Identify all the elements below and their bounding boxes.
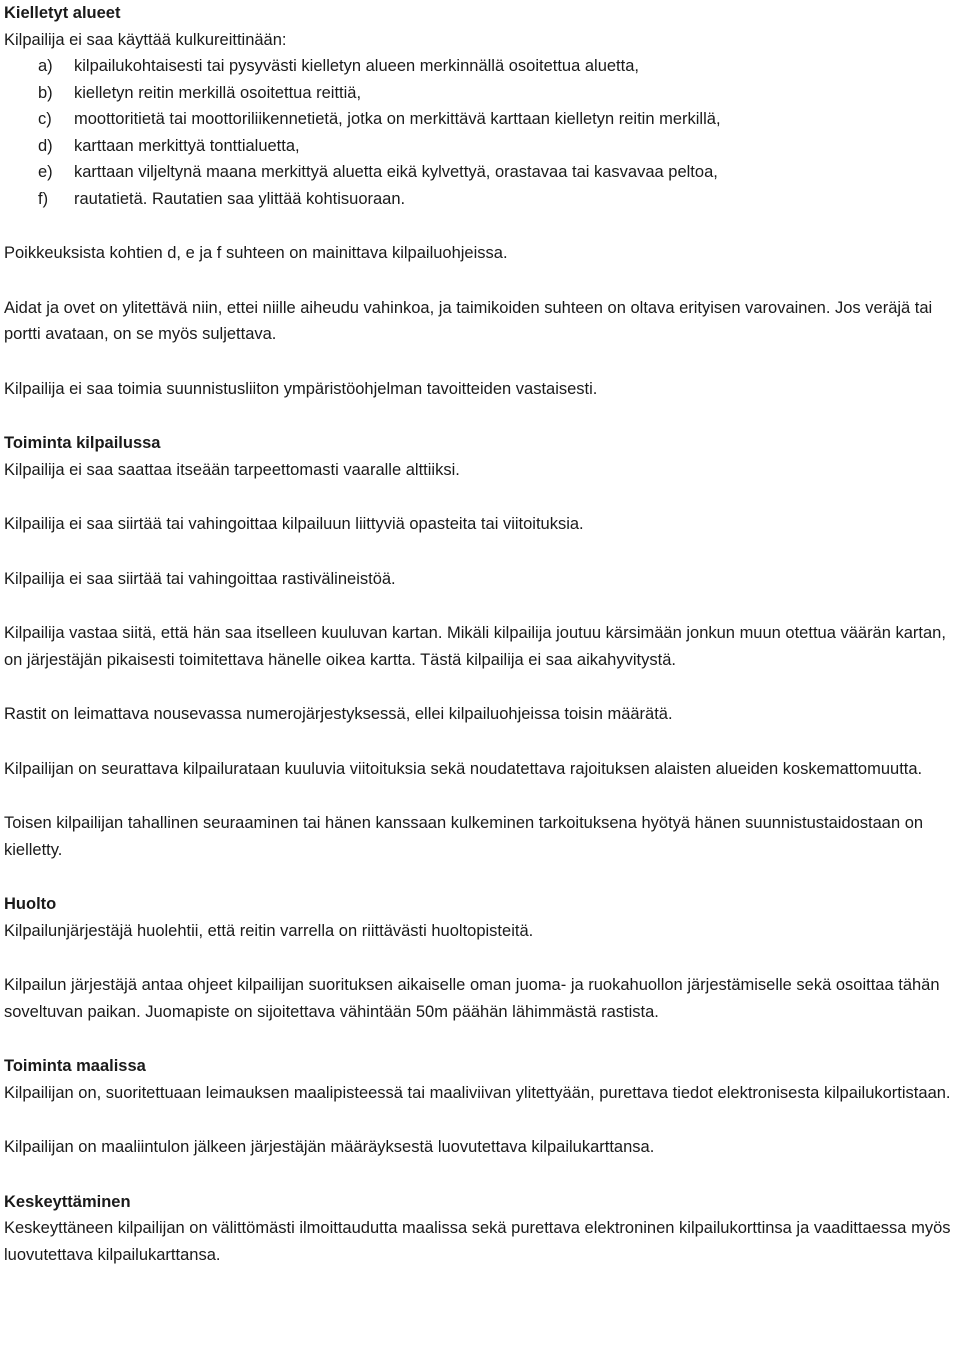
section-kielletyt-alueet [4, 0, 954, 402]
paragraph: Aidat ja ovet on ylitettävä niin, ettei niille aiheudu vahinkoa, ja taimikoiden suhteen on oltava erityisen varovainen. Jos veräjä tai portti avataan, on se myös suljettava. [4, 298, 933, 343]
list-item-text: kielletyn reitin merkillä osoitettua reittiä, [74, 83, 362, 102]
paragraph: Kilpailunjärjestäjä huolehtii, että reitin varrella on riittävästi huoltopisteitä. [4, 921, 534, 940]
list-item-text: moottoritietä tai moottoriliikennetietä, jotka on merkittävä karttaan kielletyn reitin merkillä, [74, 110, 721, 128]
list-item-text: karttaan viljeltynä maana merkittyä aluetta eikä kylvettyä, orastavaa tai kasvavaa peltoa, [74, 163, 718, 181]
section-toiminta-maalissa [4, 1053, 954, 1161]
list-marker: b) [38, 83, 53, 102]
paragraph: Rastit on leimattava nousevassa numerojärjestyksessä, ellei kilpailuohjeissa toisin määrätä. [4, 705, 673, 723]
paragraph: Poikkeuksista kohtien d, e ja f suhteen on mainittava kilpailuohjeissa. [4, 244, 508, 262]
list-item [38, 80, 954, 107]
list-marker: d) [38, 136, 53, 155]
paragraph: Kilpailijan on seurattava kilpailurataan kuuluvia viitoituksia sekä noudatettava rajoituksen alaisten alueiden koskemattomuutta. [4, 759, 923, 778]
list-marker: a) [38, 57, 53, 75]
list-item [38, 186, 954, 213]
paragraph: Kilpailija ei saa siirtää tai vahingoittaa rastivälineistöä. [4, 569, 396, 588]
list-marker: f) [38, 189, 49, 208]
section-toiminta-kilpailussa [4, 430, 954, 863]
section-keskeyttaminen [4, 1189, 954, 1269]
paragraph: Kilpailun järjestäjä antaa ohjeet kilpailijan suorituksen aikaiselle oman juoma- ja ruokahuollon järjestämiselle sekä osoittaa tähän soveltuvan paikan. Juomapiste on sijoitettava vähintään 50m päähän lähimmästä rastista. [4, 976, 940, 1021]
section-title: Toiminta maalissa [4, 1057, 146, 1075]
list-item [38, 159, 954, 186]
list-item [38, 133, 954, 160]
list-marker: e) [38, 163, 53, 181]
paragraph: Keskeyttäneen kilpailijan on välittömästi ilmoittaudutta maalissa sekä purettava elektroninen kilpailukorttinsa ja vaadittaessa myös luovutettava kilpailukarttansa. [4, 1219, 951, 1264]
section-title: Kielletyt alueet [4, 4, 121, 22]
paragraph: Kilpailija ei saa toimia suunnistusliiton ympäristöohjelman tavoitteiden vastaisesti. [4, 379, 598, 398]
list-item-text: karttaan merkittyä tonttialuetta, [74, 136, 300, 155]
paragraph: Kilpailijan on maaliintulon jälkeen järjestäjän määräyksestä luovutettava kilpailukarttansa. [4, 1138, 655, 1156]
paragraph: Kilpailijan on, suoritettuaan leimauksen maalipisteessä tai maaliviivan ylitettyään, purettava tiedot elektronisesta kilpailukortistaan. [4, 1083, 951, 1102]
list-item-text: kilpailukohtaisesti tai pysyvästi kielletyn alueen merkinnällä osoitettua aluetta, [74, 57, 639, 75]
paragraph: Kilpailija vastaa siitä, että hän saa itselleen kuuluvan kartan. Mikäli kilpailija joutuu kärsimään jonkun muun otettua väärän kartan, on järjestäjän pikaisesti toimitettava hänelle oikea kartta. Tästä kilpailija ei saa aikahyvitystä. [4, 624, 946, 669]
paragraph: Kilpailija ei saa saattaa itseään tarpeettomasti vaaralle alttiiksi. [4, 460, 460, 479]
section-title: Toiminta kilpailussa [4, 434, 161, 452]
prohibited-list [4, 53, 954, 212]
paragraph: Kilpailija ei saa käyttää kulkureittinään: [4, 30, 287, 49]
list-item [38, 53, 954, 80]
section-title: Keskeyttäminen [4, 1192, 131, 1211]
list-item [38, 106, 954, 133]
section-huolto [4, 891, 954, 1025]
list-marker: c) [38, 110, 52, 128]
paragraph: Kilpailija ei saa siirtää tai vahingoittaa kilpailuun liittyviä opasteita tai viitoituksia. [4, 515, 584, 533]
list-item-text: rautatietä. Rautatien saa ylittää kohtisuoraan. [74, 189, 406, 208]
section-title: Huolto [4, 895, 57, 913]
paragraph: Toisen kilpailijan tahallinen seuraaminen tai hänen kanssaan kulkeminen tarkoituksena hyötyä hänen suunnistustaidostaan on kielletty. [4, 814, 924, 859]
